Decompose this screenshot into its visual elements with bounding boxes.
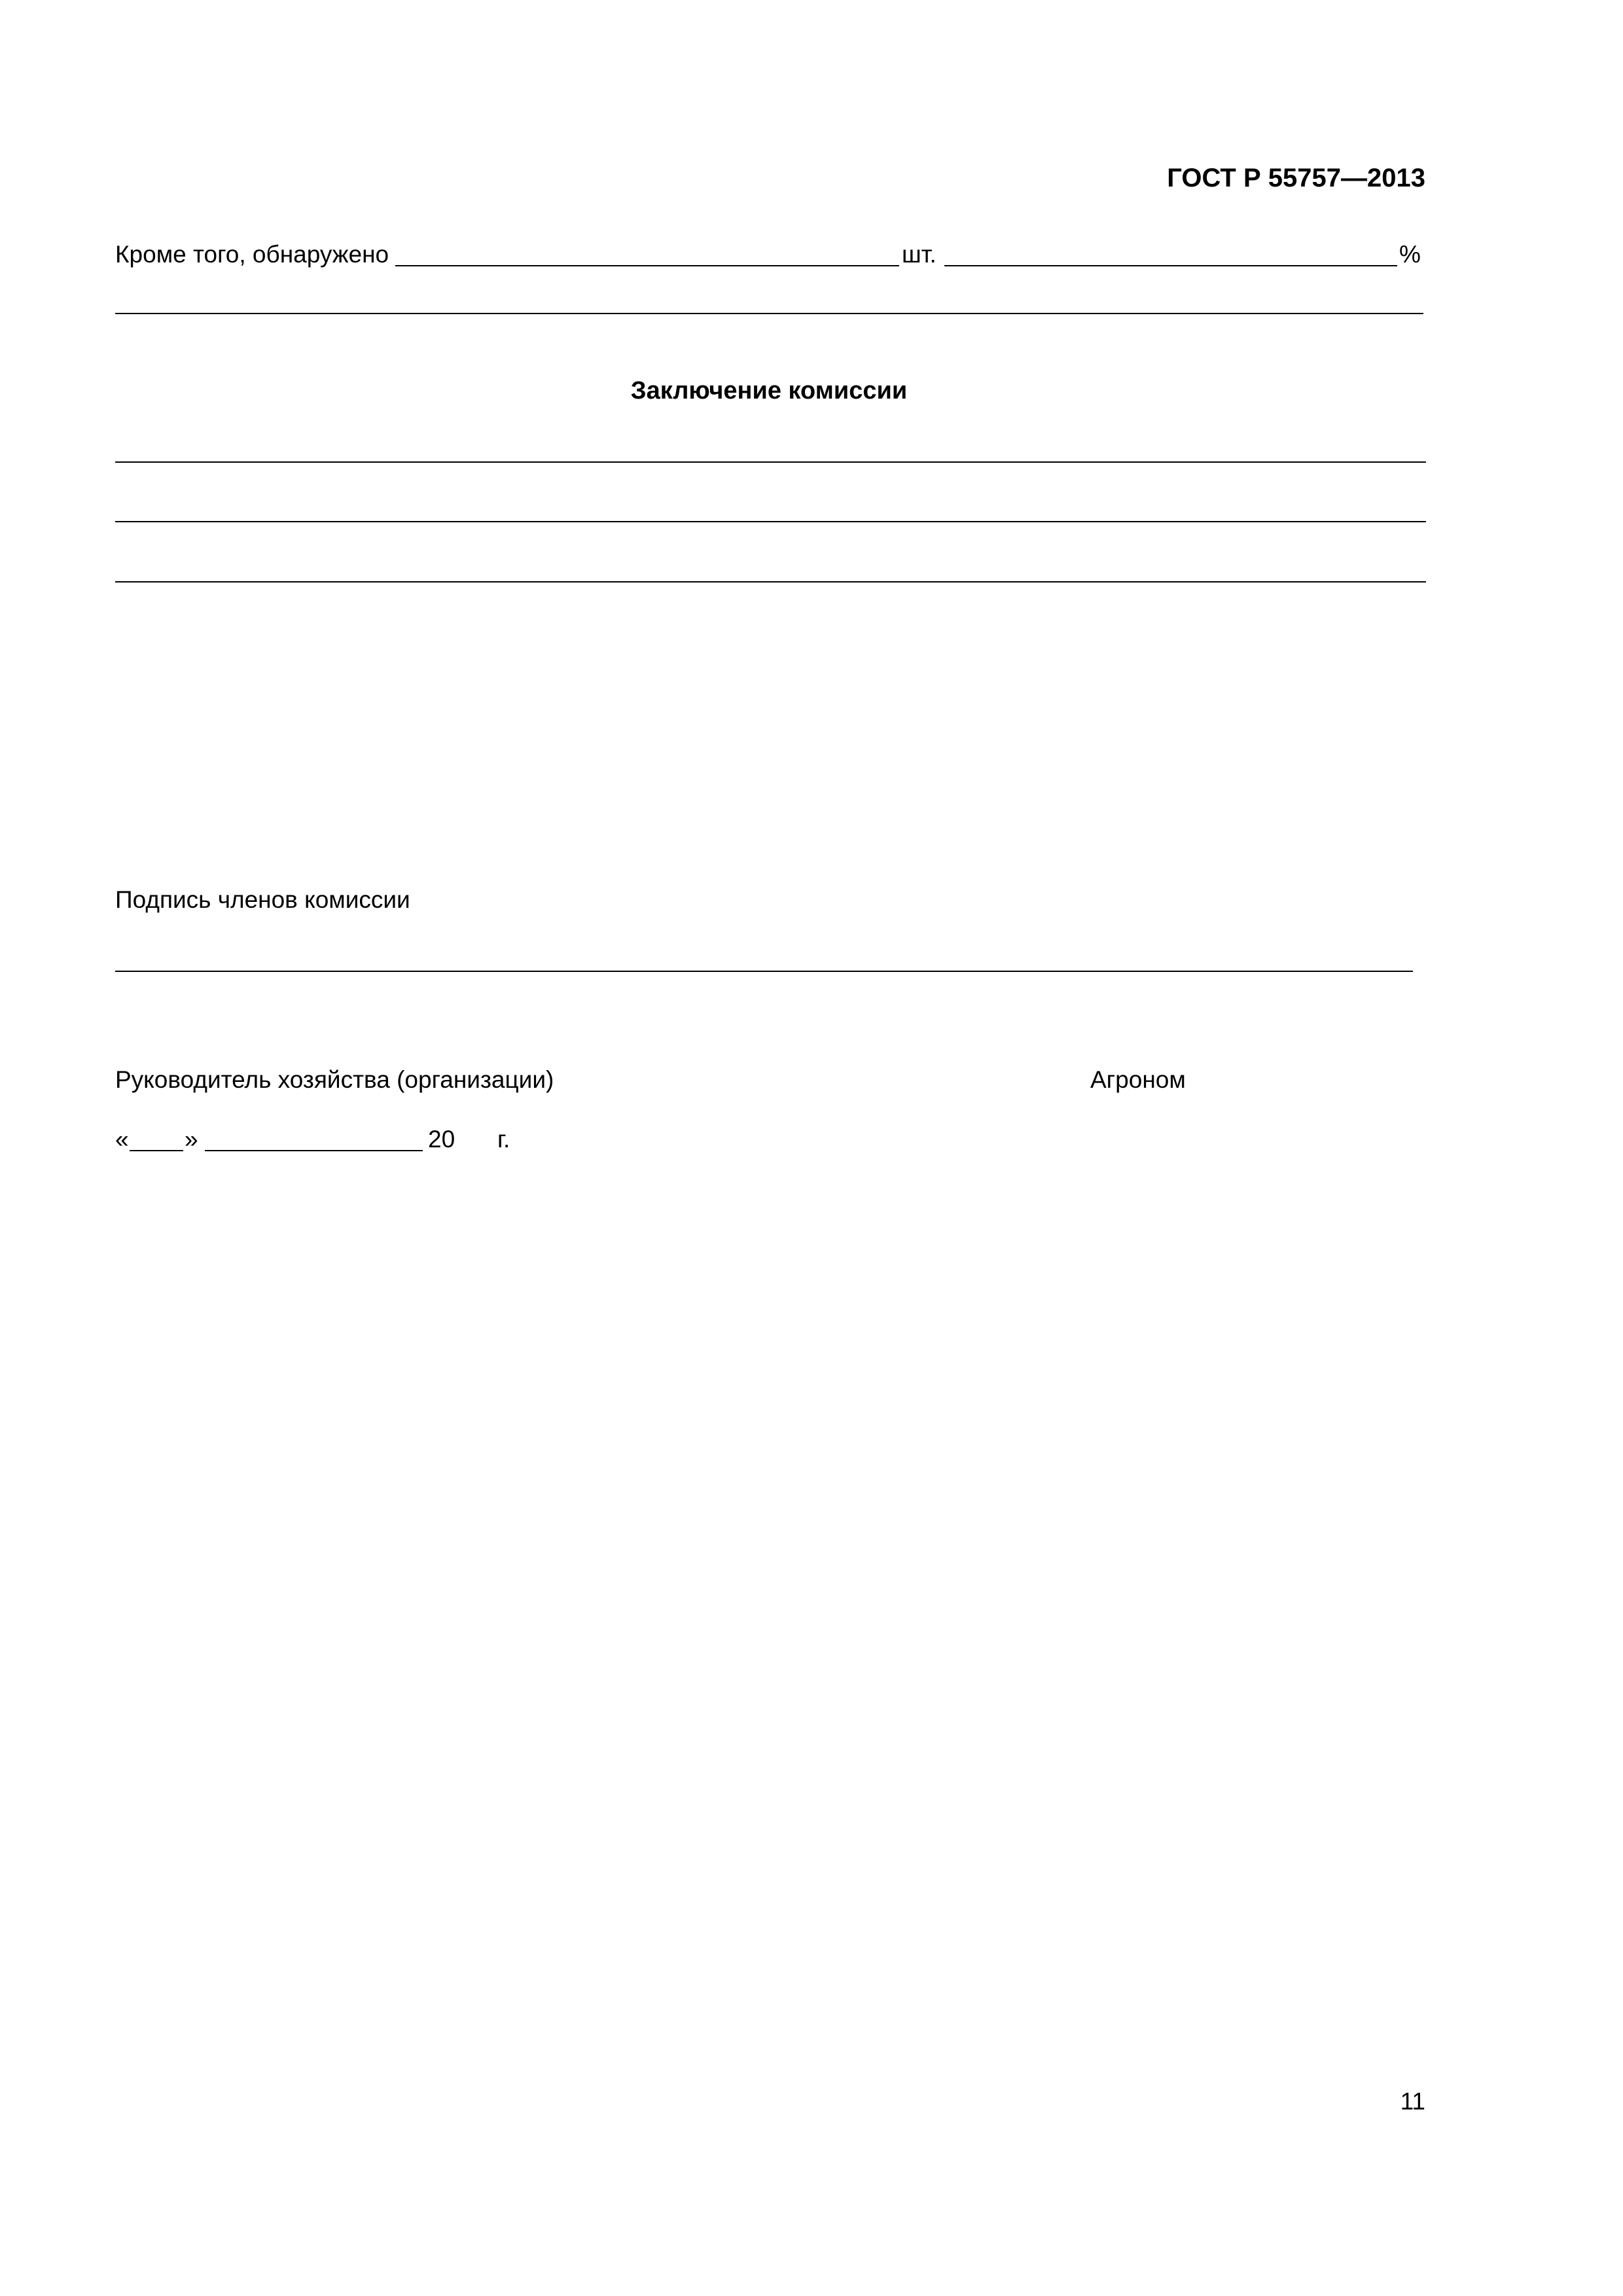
conclusion-line-1[interactable] xyxy=(115,461,1426,463)
agronomist-signature-label: Агроном xyxy=(1090,1066,1186,1093)
page-number: 11 xyxy=(1400,2088,1425,2115)
date-year-prefix: 20 xyxy=(428,1126,455,1153)
members-signature-label: Подпись членов комиссии xyxy=(115,886,410,913)
date-year-suffix: г. xyxy=(497,1126,510,1153)
date-open-quote: « xyxy=(115,1126,129,1153)
found-line-label: Кроме того, обнаружено xyxy=(115,241,389,268)
head-signature-label: Руководитель хозяйства (организации) xyxy=(115,1066,554,1093)
date-close-quote: » xyxy=(185,1126,198,1153)
date-day-blank[interactable] xyxy=(130,1150,183,1151)
conclusion-line-3[interactable] xyxy=(115,581,1426,583)
found-count-blank[interactable] xyxy=(395,265,899,266)
conclusion-title: Заключение комиссии xyxy=(630,377,908,404)
members-signature-line[interactable] xyxy=(115,971,1413,972)
conclusion-line-2[interactable] xyxy=(115,521,1426,522)
document-code: ГОСТ Р 55757—2013 xyxy=(1167,164,1425,192)
found-unit-percent: % xyxy=(1399,241,1421,268)
found-continuation-line[interactable] xyxy=(115,313,1423,314)
found-unit-pieces: шт. xyxy=(902,241,936,268)
date-month-blank[interactable] xyxy=(205,1150,423,1151)
found-percent-blank[interactable] xyxy=(944,265,1397,266)
